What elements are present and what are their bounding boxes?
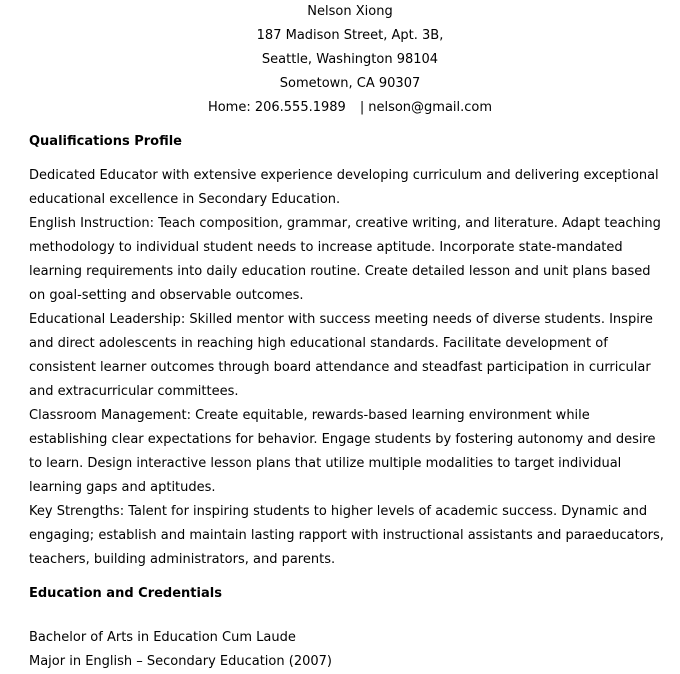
qualifications-profile [29, 164, 669, 572]
english-instruction: English Instruction: Teach composition, grammar, creative writing, and literature. Adapt teaching methodology to individual student needs to increase aptitude. Incorporate state-mandated learning requirements into daily education routine. Create detailed lesson and unit plans based on goal-setting and observable outcomes. [29, 216, 661, 303]
qualifications-heading: Qualifications Profile [29, 134, 183, 149]
degree: Bachelor of Arts in Education Cum Laude [29, 630, 296, 645]
section-spacer [29, 606, 669, 626]
address-line-2: Seattle, Washington 98104 [261, 52, 439, 67]
classroom-management: Classroom Management: Create equitable, rewards-based learning environment while establishing clear expectations for behavior. Engage students by fostering autonomy and desire to learn. Design interactive lesson plans that utilize multiple modalities to target individual learning gaps and aptitudes. [29, 408, 656, 495]
contact-separator: | [359, 100, 365, 115]
education-heading: Education and Credentials [29, 586, 222, 601]
address-line-3: Sometown, CA 90307 [279, 76, 421, 91]
contact-line [29, 96, 671, 120]
major: Major in English – Secondary Education (2007) [29, 654, 332, 669]
phone-number: Home: 206.555.1989 [207, 100, 346, 115]
educational-leadership: Educational Leadership: Skilled mentor with success meeting needs of diverse students. Inspire and direct adolescents in reaching high educational standards. Facilitate development of consistent learner outcomes through board attendance and steadfast participation in curricular and extracurricular committees. [29, 312, 653, 399]
resume-document [29, 0, 669, 674]
profile-summary: Dedicated Educator with extensive experience developing curriculum and delivering exceptional educational excellence in Secondary Education. [29, 168, 659, 207]
address-line-1: 187 Madison Street, Apt. 3B, [256, 28, 444, 43]
email-address: nelson@gmail.com [368, 100, 493, 115]
key-strengths: Key Strengths: Talent for inspiring students to higher levels of academic success. Dynamic and engaging; establish and maintain lasting rapport with instructional assistants and paraeducators, teachers, building administrators, and parents. [29, 504, 664, 567]
applicant-name: Nelson Xiong [307, 4, 393, 19]
